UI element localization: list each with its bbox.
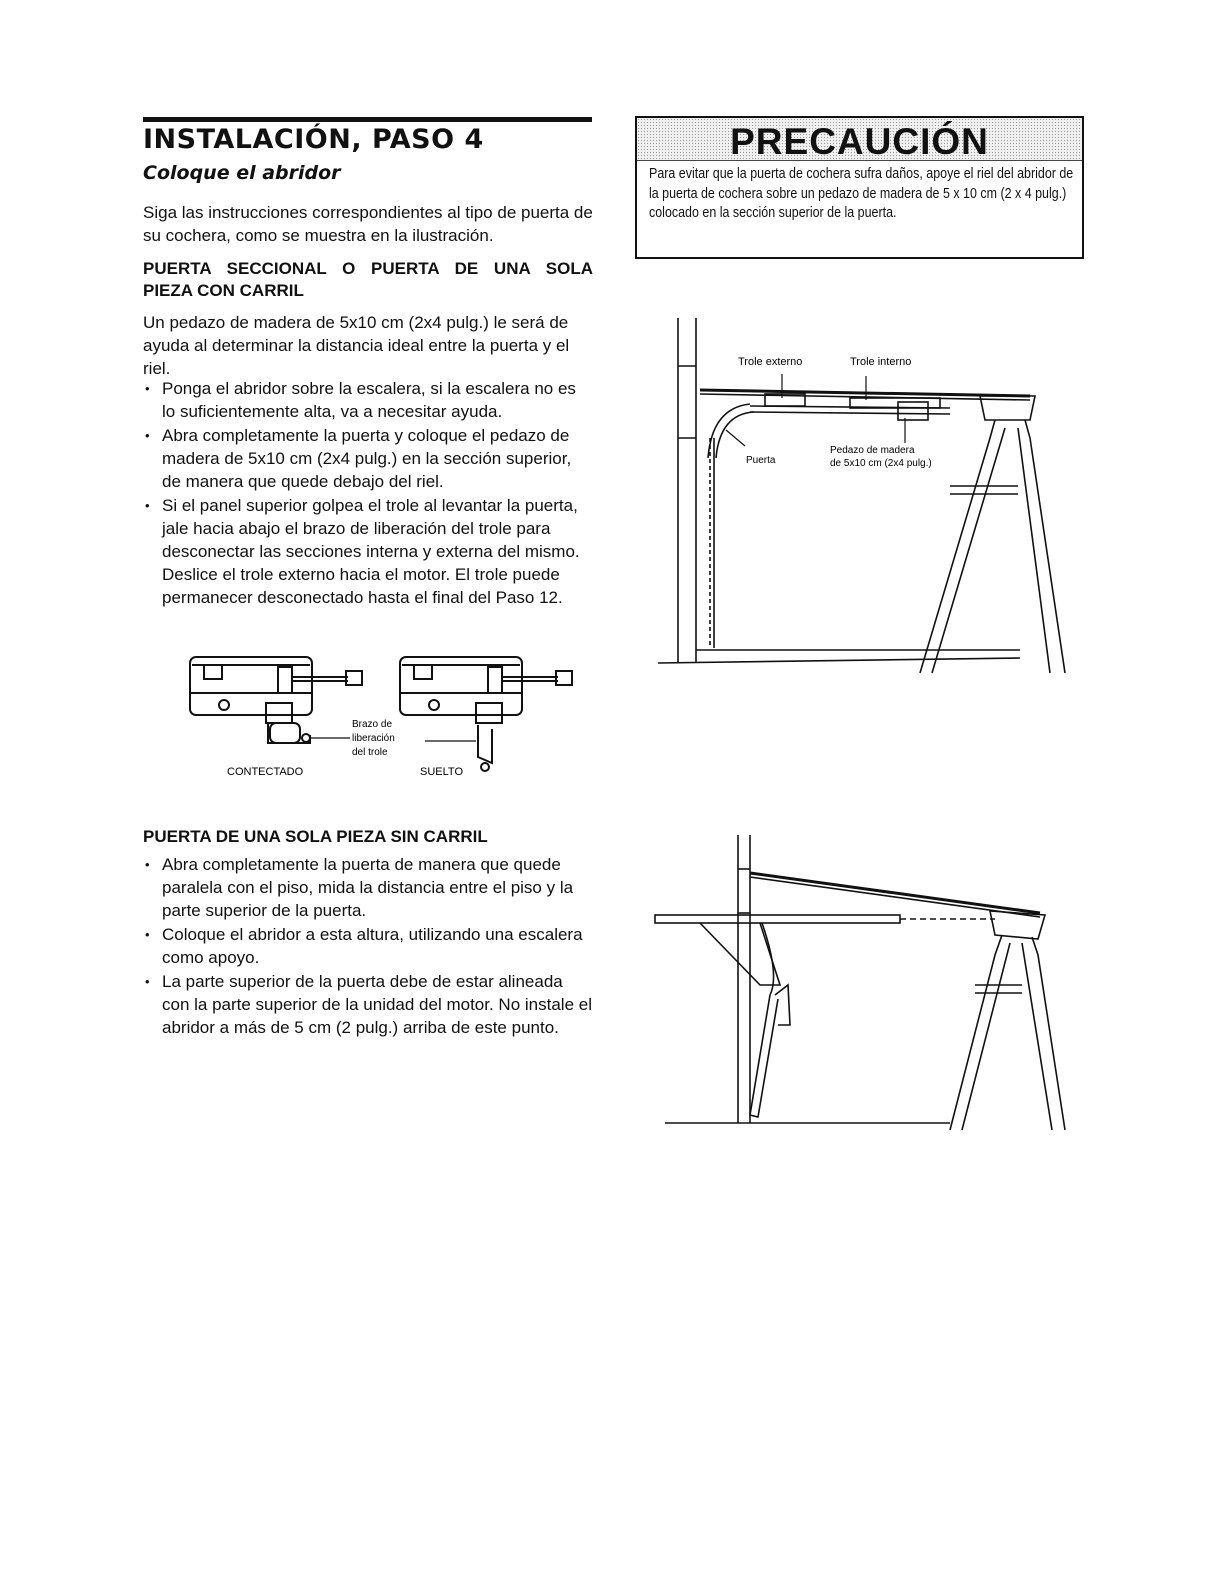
- intro-paragraph: Siga las instrucciones correspondientes al tipo de puerta de su cochera, como se muestra en la ilustración.: [143, 203, 593, 245]
- list-item: • Abra completamente la puerta de manera que quede paralela con el piso, mida la distancia entre el piso y la parte superior de la puerta.: [143, 853, 593, 922]
- page-subtitle: Coloque el abridor: [143, 162, 341, 184]
- list-item: • Si el panel superior golpea el trole al levantar la puerta, jale hacia abajo el brazo de liberación del trole para desconectar las secciones interna y externa del mismo. Deslice el trole externo hacia el motor. El trole puede permanecer desconectado hasta el final del Paso 12.: [143, 494, 593, 609]
- arm-label-line1: Brazo de: [352, 719, 393, 730]
- section1-paragraph: Un pedazo de madera de 5x10 cm (2x4 pulg.) le será de ayuda al determinar la distancia ideal entre la puerta y el riel.: [143, 313, 570, 378]
- page-title: INSTALACIÓN, PASO 4: [143, 124, 484, 155]
- sectional-door-figure: [650, 318, 1080, 688]
- outer-trolley-label: Trole externo: [738, 356, 803, 368]
- caution-header: [637, 118, 1082, 161]
- door-label: Puerta: [746, 455, 776, 466]
- arm-label-line3: del trole: [352, 747, 388, 758]
- loose-label: SUELTO: [420, 766, 463, 778]
- caution-text: Para evitar que la puerta de cochera sufra daños, apoye el riel del abridor de la puerta de cochera sobre un pedazo de madera de 5 x 10 cm (2 x 4 pulg.) colocado en la sección superior de la puerta.: [649, 166, 1074, 221]
- section1-heading-line1: PUERTA SECCIONAL O PUERTA DE UNA SOLA: [143, 259, 593, 278]
- wood-label-line1: Pedazo de madera: [830, 445, 915, 456]
- arm-label-line2: liberación: [352, 733, 395, 744]
- section2-heading: PUERTA DE UNA SOLA PIEZA SIN CARRIL: [143, 827, 488, 846]
- list-item: • Abra completamente la puerta y coloque el pedazo de madera de 5x10 cm (2x4 pulg.) en la sección superior, de manera que quede debajo del riel.: [143, 424, 593, 493]
- caution-box: [635, 116, 1084, 259]
- list-item: • Ponga el abridor sobre la escalera, si la escalera no es lo suficientemente alta, va a necesitar ayuda.: [143, 377, 593, 423]
- section1-bullet-list: [143, 377, 593, 610]
- inner-trolley-label: Trole interno: [850, 356, 912, 368]
- trolley-figure: [180, 645, 600, 785]
- header-rule: [143, 117, 592, 122]
- section1-heading-line2: PIEZA CON CARRIL: [143, 281, 304, 300]
- list-item: • Coloque el abridor a esta altura, utilizando una escalera como apoyo.: [143, 923, 593, 969]
- list-item: • La parte superior de la puerta debe de estar alineada con la parte superior de la unidad del motor. No instale el abridor a más de 5 cm (2 pulg.) arriba de este punto.: [143, 970, 593, 1039]
- connected-label: CONTECTADO: [227, 766, 304, 778]
- section2-bullet-list: [143, 853, 593, 1040]
- wood-label-line2: de 5x10 cm (2x4 pulg.): [830, 458, 932, 469]
- caution-title: PRECAUCIÓN: [730, 121, 989, 162]
- one-piece-door-figure: [650, 835, 1080, 1140]
